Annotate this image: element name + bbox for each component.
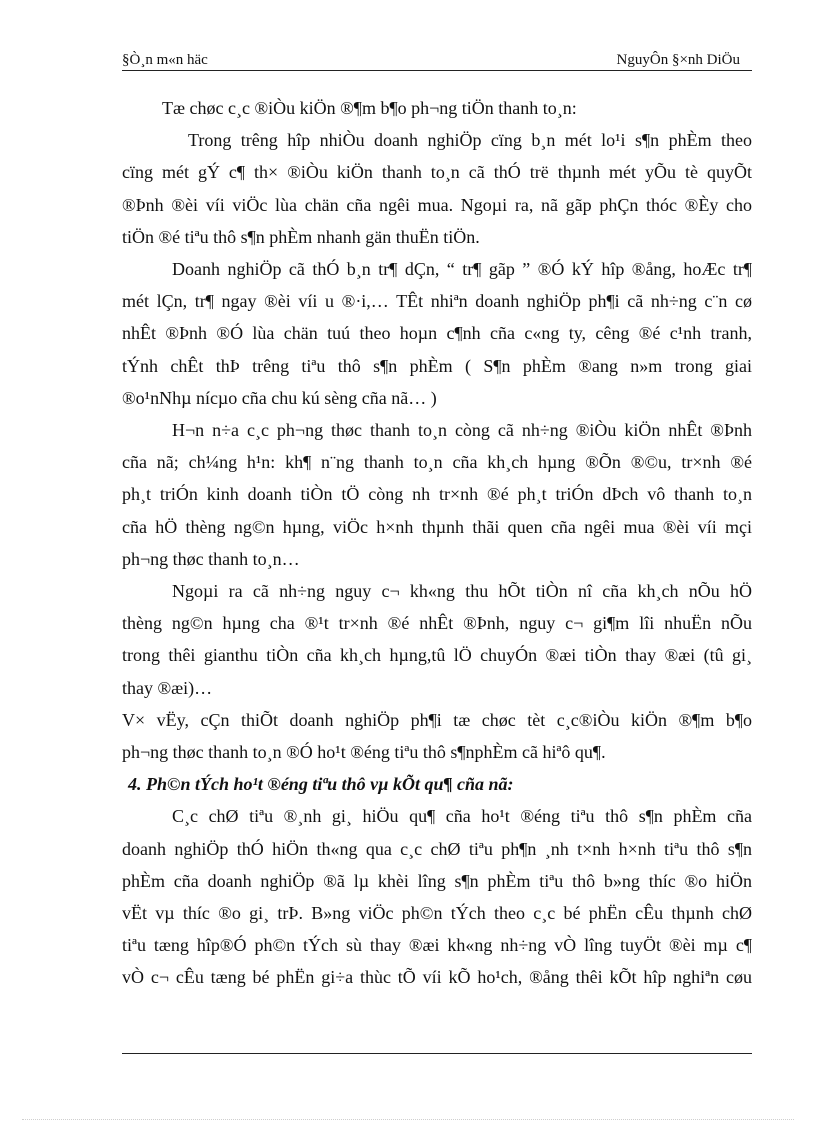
text-line: cña hÖ thèng ng©n hµng, viÖc h×nh thµnh thãi quen cña ngêi mua ®èi víi mçi	[122, 516, 752, 537]
text-line: cña nã; ch¼ng h¹n: kh¶ n¨ng thanh to¸n cña kh¸ch hµng ®Õn ®©u, tr×nh ®é	[122, 452, 752, 473]
text-line: H¬n n÷a c¸c ph¬ng thøc thanh to¸n còng cã nh÷ng ®iÒu kiÖn nhÊt ®Þnh	[172, 420, 752, 441]
paragraph-1	[122, 92, 752, 124]
text-line: Doanh nghiÖp cã thÓ b¸n tr¶ dÇn, “ tr¶ gãp ” ®Ó kÝ hîp ®ång, hoÆc tr¶	[172, 259, 752, 280]
text-line: vËt vµ thíc ®o gi¸ trÞ. B»ng viÖc ph©n tÝch theo c¸c bé phËn cÊu thµnh chØ	[122, 903, 752, 924]
text-line: C¸c chØ tiªu ®¸nh gi¸ hiÖu qu¶ cña ho¹t ®éng tiªu thô s¶n phÈm cña	[172, 806, 752, 827]
paragraph-5	[122, 575, 752, 704]
text-line: tiªu tæng hîp®Ó ph©n tÝch sù thay ®æi kh«ng nh÷ng vÒ lîng tuyÖt ®èi mµ c¶	[122, 935, 752, 956]
text-line: tiÖn ®é tiªu thô s¶n phÈm nhanh gän thuËn tiÖn.	[122, 226, 480, 247]
paragraph-3	[122, 253, 752, 414]
paragraph-6	[122, 704, 752, 768]
footer-divider	[122, 1053, 752, 1054]
page-header	[122, 50, 752, 71]
paragraph-2	[122, 124, 752, 253]
paragraph-7	[122, 800, 752, 993]
text-line: Ngoµi ra cã nh÷ng nguy c¬ kh«ng thu hÕt tiÒn nî cña kh¸ch nÕu hÖ	[172, 581, 752, 602]
text-line: trong thêi gianthu tiÒn cña kh¸ch hµng,tû lÖ chuyÓn ®æi tiÒn thay ®æi (tû gi¸	[122, 645, 752, 666]
paragraph-4	[122, 414, 752, 575]
text-line: thèng ng©n hµng cha ®¹t tr×nh ®é nhÊt ®Þnh, nguy c¬ gi¶m lîi nhuËn nÕu	[122, 613, 752, 634]
body-text	[122, 92, 752, 994]
text-line: cïng mét gÝ c¶ th× ®iÒu kiÖn thanh to¸n cã thÓ trë thµnh mét yÕu tè quyÕt	[122, 162, 752, 183]
text-line: nhÊt ®Þnh ®Ó lùa chän tuú theo hoµn c¶nh cña c«ng ty, cêng ®é c¹nh tranh,	[122, 323, 752, 344]
text-line: ph¸t triÓn kinh doanh tiÒn tÖ còng nh tr×nh ®é ph¸t triÓn dÞch vô thanh to¸n	[122, 484, 752, 505]
header-author-name: NguyÔn §×nh DiÖu	[616, 52, 740, 68]
header-course-title: §Ò¸n m«n häc	[122, 52, 208, 68]
page-bottom-edge	[22, 1119, 794, 1120]
text-line: thay ®æi)…	[122, 677, 213, 698]
text-line: ph¬ng thøc thanh to¸n ®Ó ho¹t ®éng tiªu thô s¶nphÈm cã hiªô qu¶.	[122, 742, 606, 763]
text-line: doanh nghiÖp thÓ hiÖn th«ng qua c¸c chØ tiªu ph¶n ¸nh t×nh h×nh tiªu thô s¶n	[122, 838, 752, 859]
text-line: V× vËy, cÇn thiÕt doanh nghiÖp ph¶i tæ chøc tèt c¸c®iÒu kiÖn ®¶m b¶o	[122, 709, 752, 730]
text-line: ®o¹nNhµ nícµo cña chu kú sèng cña nã… )	[122, 387, 437, 408]
text-line: Tæ chøc c¸c ®iÒu kiÖn ®¶m b¶o ph¬ng tiÖn thanh to¸n:	[162, 98, 577, 118]
text-line: tÝnh chÊt thÞ trêng tiªu thô s¶n phÈm ( S¶n phÈm ®ang n»m trong giai	[122, 355, 752, 376]
text-line: ®Þnh ®èi víi viÖc lùa chän cña ngêi mua. Ngoµi ra, nã gãp phÇn thóc ®Èy cho	[122, 194, 752, 215]
text-line: phÈm cña doanh nghiÖp ®ã lµ khèi lîng s¶n phÈm tiªu thô b»ng thíc ®o hiÖn	[122, 870, 752, 891]
text-line: Trong trêng hîp nhiÒu doanh nghiÖp cïng b¸n mét lo¹i s¶n phÈm theo	[188, 130, 752, 151]
section-heading: 4. Ph©n tÝch ho¹t ®éng tiªu thô vµ kÕt qu¶ cña nã:	[128, 774, 514, 795]
text-line: mét lÇn, tr¶ ngay ®èi víi u ®·i,… TÊt nhiªn doanh nghiÖp ph¶i cã nh÷ng c¨n cø	[122, 291, 752, 312]
text-line: ph¬ng thøc thanh to¸n…	[122, 548, 300, 569]
text-line: vÒ c¬ cÊu tæng bé phËn gi÷a thùc tÕ víi kÕ ho¹ch, ®ång thêi kÕt hîp nghiªn cøu	[122, 967, 752, 988]
section-heading-block	[122, 768, 752, 800]
